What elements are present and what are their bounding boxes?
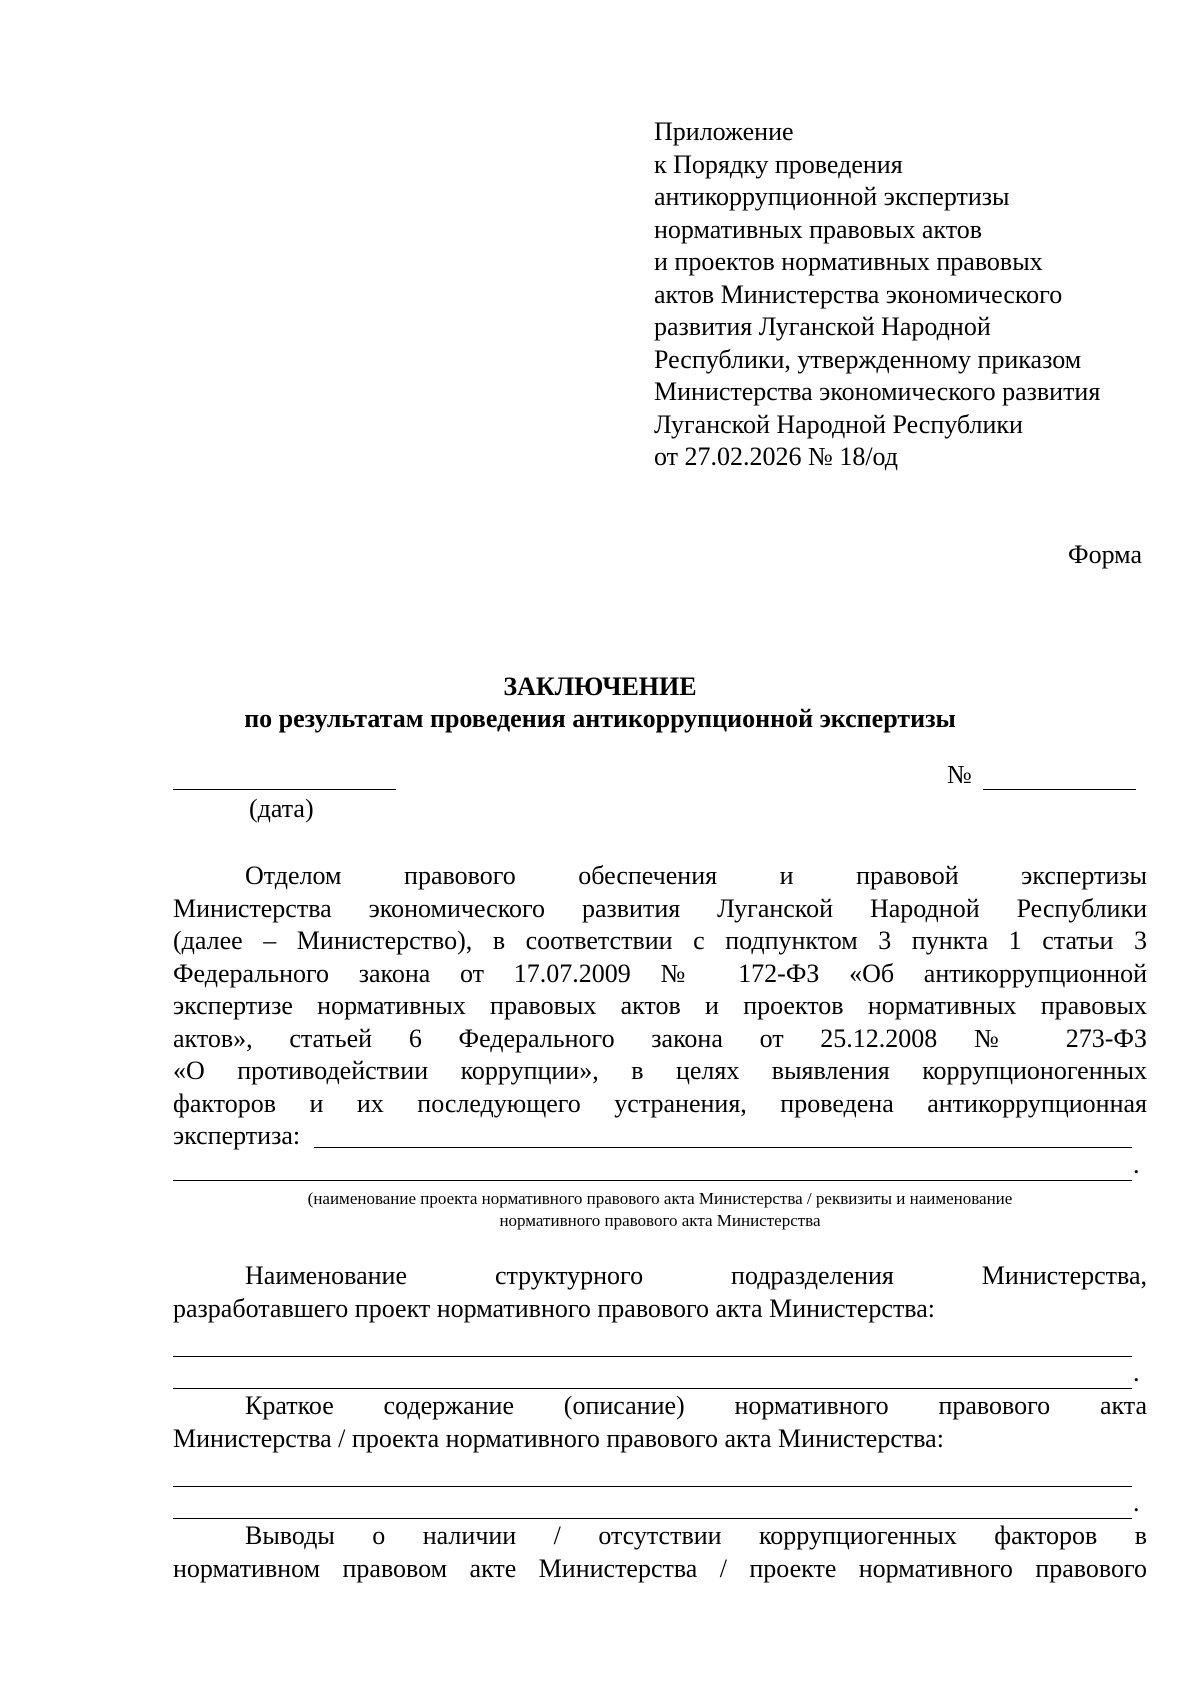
paragraph-intro — [173, 860, 1147, 1153]
paragraph-line: Министерства экономического развития Луганской Народной Республики — [173, 893, 1147, 923]
annex-block — [654, 116, 1174, 474]
paragraph-line: Федерального закона от 17.07.2009 № 172-ФЗ «Об антикоррупционной — [173, 958, 1147, 988]
paragraph-line: Отделом правового обеспечения и правовой экспертизы — [245, 861, 1147, 890]
annex-line: нормативных правовых актов — [654, 214, 983, 244]
department-blank-line — [173, 1356, 1132, 1357]
paragraph-line: факторов и их последующего устранения, проведена антикоррупционная — [173, 1088, 1147, 1118]
paragraph-line: нормативном правовом акте Министерства / проекте нормативного правового — [173, 1553, 1147, 1583]
paragraph-line: (далее – Министерство), в соответствии с подпунктом 3 пункта 1 статьи 3 — [173, 926, 1147, 955]
paragraph-line: экспертизе нормативных правовых актов и проектов нормативных правовых — [173, 991, 1147, 1020]
caption-line: нормативного правового акта Министерства — [499, 1211, 821, 1230]
paragraph-line: разработавшего проект нормативного правового акта Министерства: — [173, 1293, 935, 1323]
annex-line: Приложение — [654, 117, 794, 146]
period: . — [1133, 1150, 1140, 1179]
annex-line: к Порядку проведения — [654, 149, 903, 179]
form-label: Форма — [1068, 540, 1142, 569]
date-blank-line — [173, 789, 396, 790]
paragraph-line: Министерства / проекта нормативного правового акта Министерства: — [173, 1423, 944, 1453]
paragraph-line: экспертиза: — [173, 1121, 301, 1150]
document-title: ЗАКЛЮЧЕНИЕ — [503, 672, 697, 701]
act-caption — [173, 1188, 1147, 1232]
annex-line: Министерства экономического развития — [654, 377, 1101, 406]
annex-line: развития Луганской Народной — [654, 312, 991, 341]
summary-blank-line-2 — [173, 1518, 1132, 1519]
paragraph-summary — [173, 1390, 1147, 1455]
caption-line: (наименование проекта нормативного правового акта Министерства / реквизиты и наименование — [307, 1189, 1013, 1208]
number-blank-line — [983, 789, 1136, 790]
annex-line: Республики, утвержденному приказом — [654, 344, 1082, 374]
paragraph-line: Выводы о наличии / отсутствии коррупциогенных факторов в — [245, 1521, 1147, 1550]
paragraph-department — [173, 1260, 1147, 1325]
expertise-blank-line-2 — [173, 1180, 1132, 1181]
annex-line: и проектов нормативных правовых — [654, 247, 1043, 276]
document-subtitle: по результатам проведения антикоррупционной экспертизы — [244, 704, 956, 733]
annex-line: Луганской Народной Республики — [654, 409, 1023, 439]
paragraph-line: актов», статьей 6 Федерального закона от 25.12.2008 № 273-ФЗ — [173, 1023, 1147, 1053]
annex-line: актов Министерства экономического — [654, 279, 1063, 309]
summary-blank-line — [173, 1486, 1132, 1487]
annex-line: антикоррупционной экспертизы — [654, 182, 1010, 211]
paragraph-conclusions — [173, 1520, 1147, 1585]
period: . — [1133, 1358, 1140, 1387]
expertise-blank-line — [314, 1147, 1132, 1148]
paragraph-line: Наименование структурного подразделения Министерства, — [245, 1261, 1147, 1290]
paragraph-line: Краткое содержание (описание) нормативного правового акта — [245, 1391, 1147, 1420]
period: . — [1133, 1488, 1140, 1517]
date-caption: (дата) — [249, 794, 314, 823]
number-sign: № — [947, 760, 972, 789]
department-blank-line-2 — [173, 1388, 1132, 1389]
annex-line: от 27.02.2026 № 18/од — [654, 442, 899, 471]
paragraph-line: «О противодействии коррупции», в целях выявления коррупционогенных — [173, 1056, 1147, 1085]
